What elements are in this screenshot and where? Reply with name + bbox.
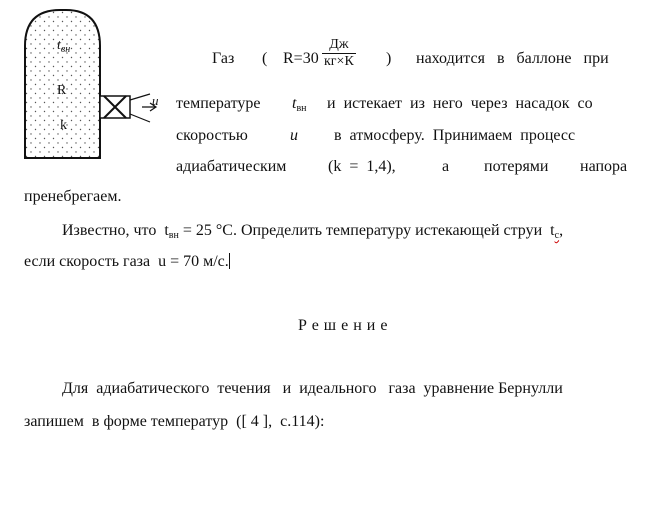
- word-gas: Газ: [212, 50, 235, 67]
- text-cursor: [229, 253, 230, 269]
- diagram-label-r: R: [57, 83, 67, 98]
- jet-lines: [130, 94, 150, 122]
- line3-b: в атмосферу. Принимаем процесс: [334, 127, 576, 144]
- diagram-label-t: $t_{вн}$: [57, 38, 71, 55]
- para-line1: Для адиабатического течения и идеального газа уравнение Бернулли: [62, 380, 563, 397]
- diagram-label-k: k: [60, 118, 67, 133]
- line4-b: (k = 1,4),: [328, 158, 396, 175]
- line2-b: и истекает из него через насадок со: [327, 95, 593, 112]
- line2-t: $t_{вн}$: [292, 95, 307, 114]
- solution-heading: Решение: [298, 317, 393, 334]
- line4-e: напора: [580, 158, 628, 175]
- units-fraction: [322, 37, 356, 70]
- paren-open: (: [262, 50, 268, 67]
- line2-a: температуре: [176, 95, 261, 112]
- line3-u: u: [290, 127, 298, 144]
- r-equals: R=30: [283, 50, 319, 67]
- line7: если скорость газа u = 70 м/с.: [24, 253, 229, 270]
- units-numerator: Дж: [329, 37, 349, 52]
- units-denominator: кг×К: [324, 54, 354, 69]
- line4-d: потерями: [484, 158, 549, 175]
- line3-a: скоростью: [176, 127, 248, 144]
- para-line2: запишем в форме температур ([ 4 ], с.114):: [24, 413, 325, 430]
- diagram-label-u: u: [152, 93, 159, 108]
- balloon-diagram: [20, 6, 165, 164]
- paren-close: ): [386, 50, 392, 67]
- line6: Известно, что $t_{вн} = 25$ °С. Определить температуру истекающей струи $t_с$,: [62, 222, 564, 241]
- line5: пренебрегаем.: [24, 188, 122, 205]
- line1-tail: находится в баллоне при: [416, 50, 609, 67]
- line4-c: а: [442, 158, 450, 175]
- line4-a: адиабатическим: [176, 158, 287, 175]
